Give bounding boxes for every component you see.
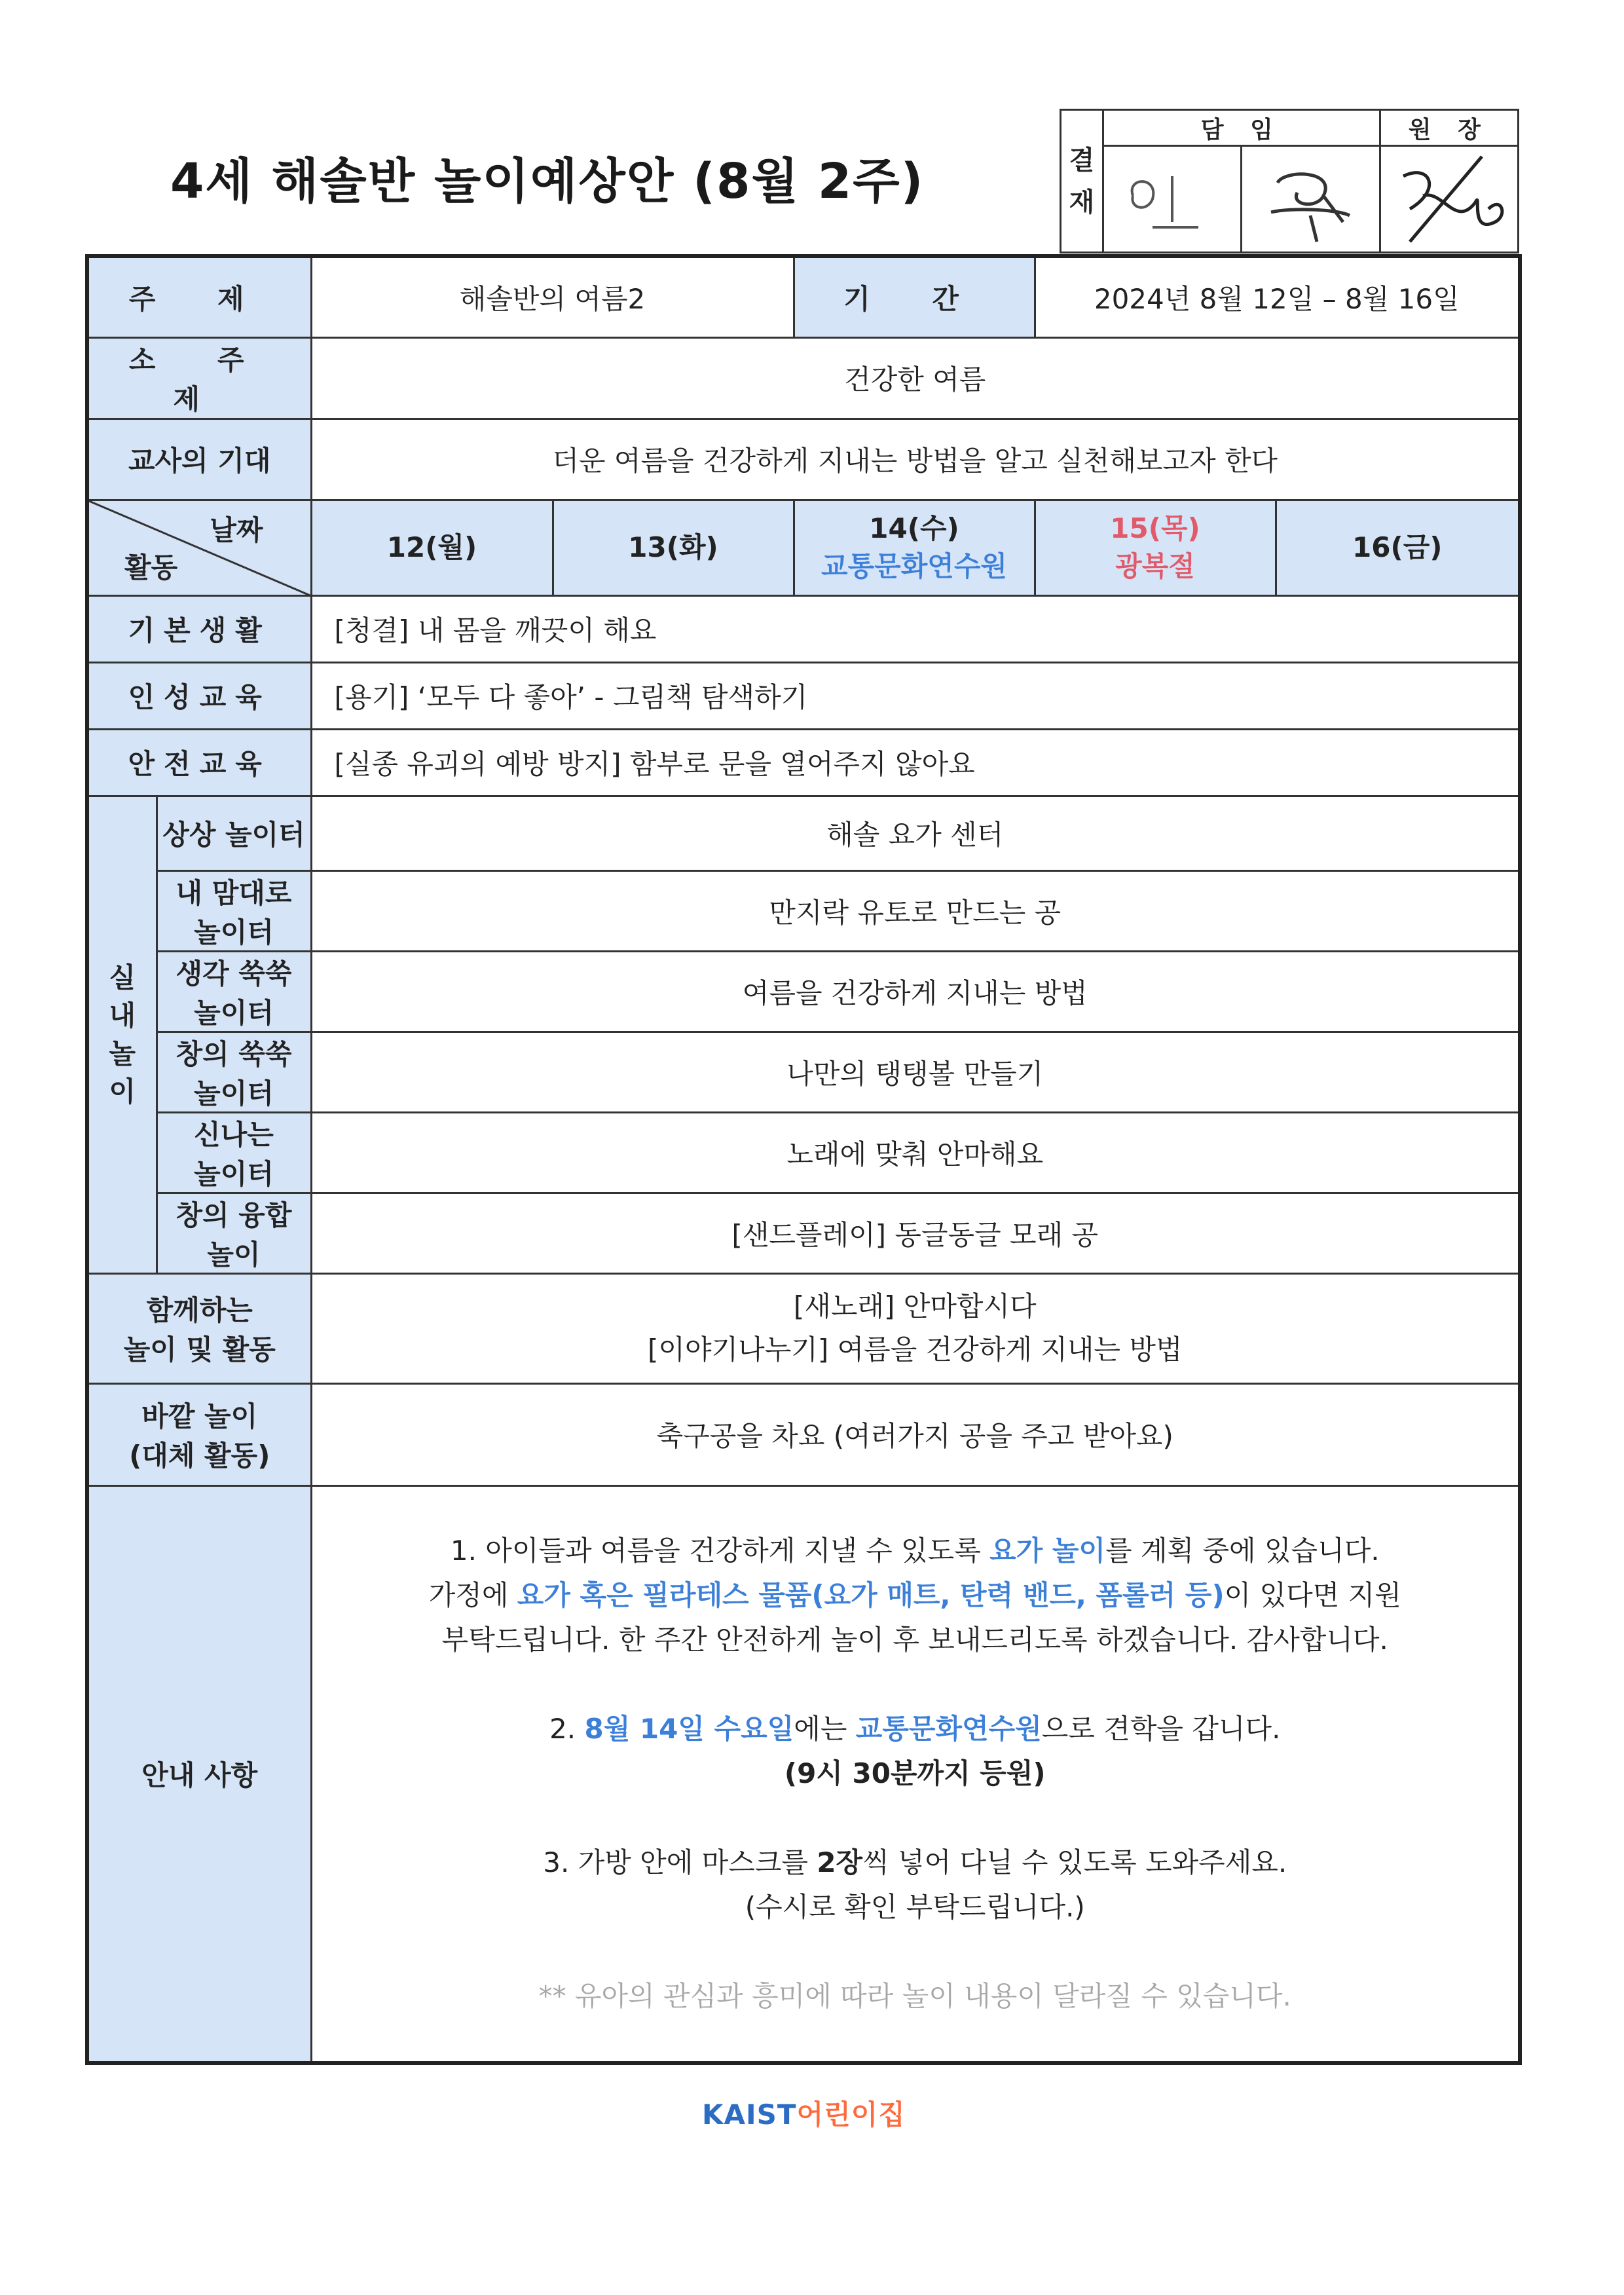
teacher-expectation-value: 더운 여름을 건강하게 지내는 방법을 알고 실천해보고자 한다 — [311, 419, 1520, 500]
notice-label: 안내 사항 — [87, 1485, 311, 2063]
indoor-play-label: 실 내 놀 이 — [87, 796, 157, 1273]
notice-item-3: 3. 가방 안에 마스크를 2장씩 넣어 다닐 수 있도록 도와주세요. — [543, 1846, 1287, 1879]
indoor-item-value: 만지락 유토로 만드는 공 — [311, 870, 1520, 951]
together-value: [새노래] 안마합시다 [이야기나누기] 여름을 건강하게 지내는 방법 — [311, 1273, 1520, 1383]
day-wednesday: 14(수) 교통문화연수원 — [794, 500, 1035, 595]
notice-content: 1. 아이들과 여름을 건강하게 지낼 수 있도록 요가 놀이를 계획 중에 있습니다. 가정에 요가 혹은 필라테스 물품(요가 매트, 탄력 밴드, 폼롤러 등)이 있다면 지원 부탁드립니다. 한 주간 안전하게 놀이 후 보내드리도록 하겠습니다. 감사합니다. 2. 8월 14일 수요일에는 교통문화연수원으로 견학을 갑니다. (9시 30분까지 등원) 3. 가방 안에 마스크를 2장씩 넣어 다닐 수 있도록 도와주세요. (수시로 확인 부탁드립니다.) ** 유아의 관심과 흥미에 따라 놀이 내용이 달라질 수 있습니다. — [311, 1485, 1520, 2063]
page-title: 4세 해솔반 놀이예상안 (8월 2주) — [170, 153, 925, 210]
day-friday: 16(금) — [1276, 500, 1520, 595]
approval-label: 결 재 — [1061, 110, 1103, 253]
notice-footnote: ** 유아의 관심과 흥미에 따라 놀이 내용이 달라질 수 있습니다. — [538, 1980, 1291, 2013]
safety-edu-value: [실종 유괴의 예방 방지] 함부로 문을 열어주지 않아요 — [311, 729, 1520, 796]
period-value: 2024년 8월 12일 – 8월 16일 — [1035, 256, 1520, 337]
character-edu-label: 인성교육 — [87, 662, 311, 729]
topic-value: 해솔반의 여름2 — [311, 256, 794, 337]
wednesday-note: 교통문화연수원 — [821, 550, 1008, 582]
indoor-item-value: 나만의 탱탱볼 만들기 — [311, 1032, 1520, 1112]
approval-teacher-header: 담 임 — [1103, 110, 1380, 146]
character-edu-value: [용기] ‘모두 다 좋아’ - 그림책 탐색하기 — [311, 662, 1520, 729]
basic-life-value: [청결] 내 몸을 깨끗이 해요 — [311, 595, 1520, 662]
notice-item-2: 2. 8월 14일 수요일에는 교통문화연수원으로 견학을 갑니다. — [549, 1713, 1281, 1745]
indoor-item-value: [샌드플레이] 동글동글 모래 공 — [311, 1193, 1520, 1273]
director-signature — [1380, 146, 1518, 253]
approval-box — [1060, 109, 1519, 253]
outdoor-value: 축구공을 차요 (여러가지 공을 주고 받아요) — [311, 1383, 1520, 1485]
safety-edu-label: 안전교육 — [87, 729, 311, 796]
activity-label: 활동 — [124, 551, 178, 584]
topic-label: 주 제 — [87, 256, 311, 337]
indoor-item-label: 창의 융합 놀이 — [157, 1193, 311, 1273]
outdoor-label: 바깥 놀이 (대체 활동) — [87, 1383, 311, 1485]
kaist-kindergarten-logo: KAIST어린이집 — [702, 2099, 906, 2131]
indoor-item-label: 내 맘대로 놀이터 — [157, 870, 311, 951]
subtopic-label: 소 주 제 — [87, 337, 311, 419]
day-tuesday: 13(화) — [553, 500, 794, 595]
period-label: 기 간 — [794, 256, 1035, 337]
date-label: 날짜 — [210, 513, 263, 546]
weekly-plan-table — [85, 254, 1522, 2065]
indoor-item-label: 상상 놀이터 — [157, 796, 311, 870]
indoor-item-label: 창의 쑥쑥 놀이터 — [157, 1032, 311, 1112]
day-monday: 12(월) — [311, 500, 553, 595]
day-thursday: 15(목) 광복절 — [1035, 500, 1276, 595]
indoor-item-label: 생각 쑥쑥 놀이터 — [157, 951, 311, 1032]
teacher-signature-1 — [1103, 146, 1242, 253]
thursday-note: 광복절 — [1115, 550, 1195, 582]
together-label: 함께하는 놀이 및 활동 — [87, 1273, 311, 1383]
notice-item-1: 1. 아이들과 여름을 건강하게 지낼 수 있도록 요가 놀이를 계획 중에 있습니다. — [450, 1535, 1380, 1567]
approval-director-header: 원 장 — [1380, 110, 1518, 146]
date-activity-header — [87, 500, 311, 595]
indoor-item-value: 노래에 맞춰 안마해요 — [311, 1112, 1520, 1193]
teacher-signature-2 — [1242, 146, 1380, 253]
indoor-item-label: 신나는 놀이터 — [157, 1112, 311, 1193]
basic-life-label: 기본생활 — [87, 595, 311, 662]
subtopic-value: 건강한 여름 — [311, 337, 1520, 419]
teacher-expectation-label: 교사의 기대 — [87, 419, 311, 500]
indoor-item-value: 여름을 건강하게 지내는 방법 — [311, 951, 1520, 1032]
indoor-item-value: 해솔 요가 센터 — [311, 796, 1520, 870]
